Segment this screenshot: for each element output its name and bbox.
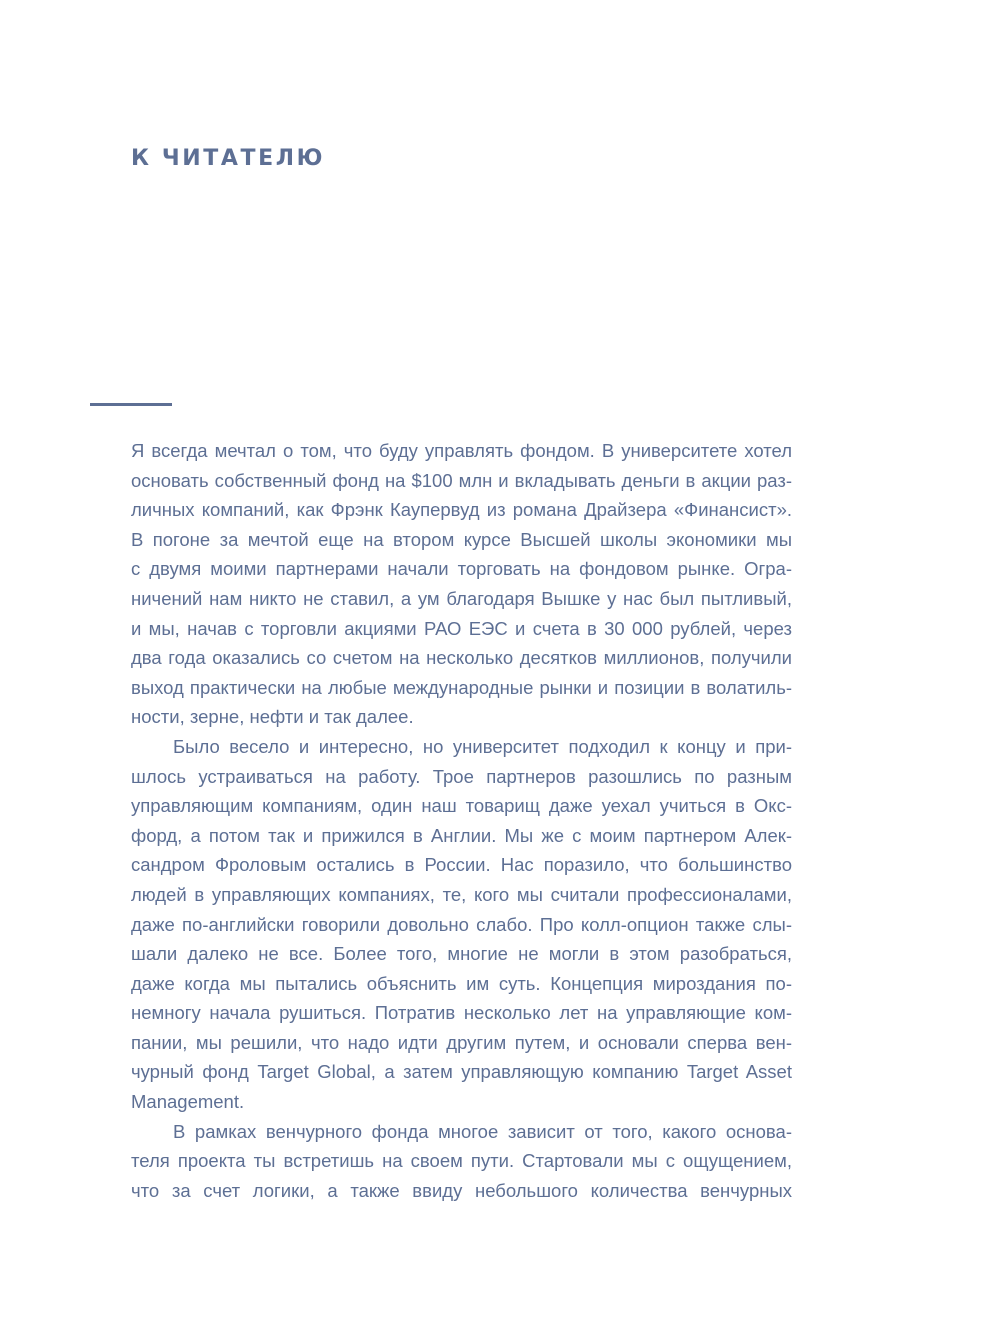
text-line: ности, зерне, нефти и так далее.	[131, 706, 414, 728]
text-line: В погоне за мечтой еще на втором курсе Высшей школы экономики мы	[131, 528, 792, 550]
text-line: два года оказались со счетом на несколько десятков миллионов, получили	[131, 647, 792, 669]
text-line: шали далеко не все. Более того, многие не могли в этом разобраться,	[131, 943, 792, 965]
text-line: людей в управляющих компаниях, те, кого мы считали профессионалами,	[131, 883, 792, 905]
text-line: ничений нам никто не ставил, а ум благодаря Вышке у нас был пытливый,	[131, 587, 792, 609]
text-line: немногу начала рушиться. Потратив несколько лет на управляющие ком-	[131, 1002, 792, 1024]
text-line: с двумя моими партнерами начали торговать на фондовом рынке. Огра-	[131, 558, 792, 580]
text-line: выход практически на любые международные рынки и позиции в волатиль-	[131, 676, 792, 698]
text-line: чурный фонд Target Global, а затем управляющую компанию Target Asset	[131, 1061, 792, 1083]
decorative-rule	[90, 403, 172, 406]
body-text	[131, 436, 792, 1205]
text-line: основать собственный фонд на $100 млн и вкладывать деньги в акции раз-	[131, 469, 792, 491]
text-line: и мы, начав с торговли акциями РАО ЕЭС и счета в 30 000 рублей, через	[131, 617, 792, 639]
text-line: Было весело и интересно, но университет подходил к концу и при-	[173, 735, 792, 757]
text-line: пании, мы решили, что надо идти другим путем, и основали сперва вен-	[131, 1031, 792, 1053]
chapter-title: К ЧИТАТЕЛЮ	[131, 146, 325, 171]
text-line: форд, а потом так и прижился в Англии. Мы же с моим партнером Алек-	[131, 824, 792, 846]
text-line: даже когда мы пытались объяснить им суть. Концепция мироздания по-	[131, 972, 792, 994]
text-line: даже по-английски говорили довольно слабо. Про колл-опцион также слы-	[131, 913, 792, 935]
text-line: сандром Фроловым остались в России. Нас поразило, что большинство	[131, 854, 792, 876]
text-line: В рамках венчурного фонда многое зависит от того, какого основа-	[173, 1120, 792, 1142]
text-line: теля проекта ты встретишь на своем пути. Стартовали мы с ощущением,	[131, 1150, 792, 1172]
text-line: шлось устраиваться на работу. Трое партнеров разошлись по разным	[131, 765, 792, 787]
text-line: Management.	[131, 1091, 245, 1113]
text-line: что за счет логики, а также ввиду небольшого количества венчурных	[131, 1179, 792, 1201]
text-line: личных компаний, как Фрэнк Каупервуд из романа Драйзера «Финансист».	[131, 499, 792, 521]
text-line: управляющим компаниям, один наш товарищ даже уехал учиться в Окс-	[131, 795, 792, 817]
text-line: Я всегда мечтал о том, что буду управлять фондом. В университете хотел	[131, 440, 792, 461]
